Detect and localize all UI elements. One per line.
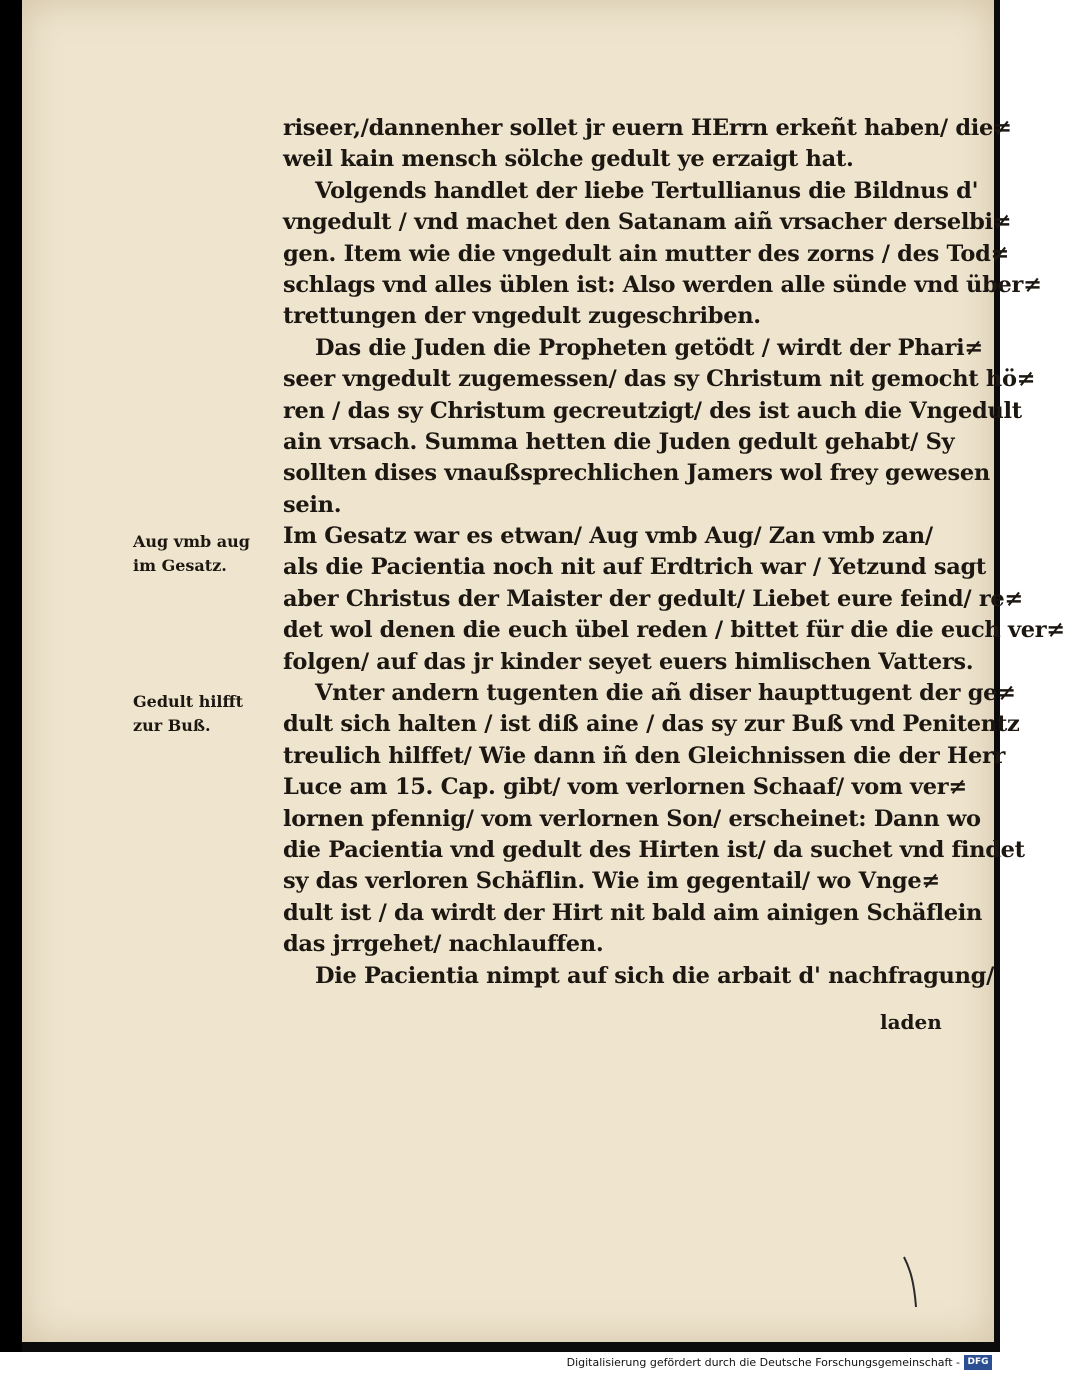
text-line: als die Pacientia noch nit auf Erdtrich war / Yetzund sagt xyxy=(283,554,987,581)
text-line: Die Pacientia nimpt auf sich die arbait d' nachfragung/ xyxy=(315,962,995,989)
text-line: riseer,/dannenher sollet jr euern HErrn erkeñt haben/ die≠ xyxy=(283,115,1012,141)
scan-left-edge xyxy=(0,0,22,1352)
marginal-note-line: im Gesatz. xyxy=(133,556,227,575)
text-line: dult sich halten / ist diß aine / das sy zur Buß vnd Penitentz xyxy=(283,711,1020,738)
pencil-mark-icon xyxy=(900,1255,922,1311)
marginal-note-gedult-hilfft xyxy=(133,690,243,738)
text-line: die Pacientia vnd gedult des Hirten ist/ da suchet vnd findet xyxy=(283,836,1025,863)
text-line: aber Christus der Maister der gedult/ Liebet eure feind/ re≠ xyxy=(283,585,1023,612)
text-line: schlags vnd alles üblen ist: Also werden alle sünde vnd über≠ xyxy=(283,271,1042,298)
marginal-note-line: Aug vmb aug xyxy=(133,532,250,551)
text-line: folgen/ auf das jr kinder seyet euers himlischen Vatters. xyxy=(283,648,974,675)
text-line: gen. Item wie die vngedult ain mutter des zorns / des Tod≠ xyxy=(283,240,1010,267)
text-line: dult ist / da wirdt der Hirt nit bald aim ainigen Schäflein xyxy=(283,899,983,926)
text-line: Luce am 15. Cap. gibt/ vom verlornen Schaaf/ vom ver≠ xyxy=(283,774,967,801)
footer-bar xyxy=(0,1352,1000,1374)
text-line: trettungen der vngedult zugeschriben. xyxy=(283,303,761,330)
text-line: sy das verloren Schäflin. Wie im gegentail/ wo Vnge≠ xyxy=(283,868,940,895)
main-text-block xyxy=(283,113,1065,992)
marginal-note-line: Gedult hilfft xyxy=(133,692,244,711)
text-line: vngedult / vnd machet den Satanam aiñ vrsacher derselbi≠ xyxy=(283,209,1012,236)
text-line: det wol denen die euch übel reden / bittet für die die euch ver≠ xyxy=(283,617,1065,644)
text-line: sein. xyxy=(283,491,342,518)
catchword: laden xyxy=(880,1010,942,1034)
text-line: Volgends handlet der liebe Tertullianus die Bildnus d' xyxy=(315,177,979,204)
text-line: sollten dises vnaußsprechlichen Jamers wol frey gewesen xyxy=(283,460,990,487)
marginal-note-aug-vmb-aug xyxy=(133,530,250,578)
text-line: ain vrsach. Summa hetten die Juden gedult gehabt/ Sy xyxy=(283,428,955,455)
text-line: das jrrgehet/ nachlauffen. xyxy=(283,931,604,958)
text-line: seer vngedult zugemessen/ das sy Christum nit gemocht hö≠ xyxy=(283,366,1036,393)
text-line: Im Gesatz war es etwan/ Aug vmb Aug/ Zan vmb zan/ xyxy=(283,523,933,550)
dfg-logo-icon: DFG xyxy=(964,1355,992,1370)
text-line: treulich hilffet/ Wie dann iñ den Gleichnissen die der Herr xyxy=(283,742,1006,769)
text-line: Das die Juden die Propheten getödt / wirdt der Phari≠ xyxy=(315,334,983,361)
text-line: lornen pfennig/ vom verlornen Son/ erscheinet: Dann wo xyxy=(283,805,981,832)
text-line: Vnter andern tugenten die añ diser haupttugent der ge≠ xyxy=(315,680,1016,707)
text-line: weil kain mensch sölche gedult ye erzaigt hat. xyxy=(283,146,854,173)
marginal-note-line: zur Buß. xyxy=(133,716,211,735)
footer-credit: Digitalisierung gefördert durch die Deutsche Forschungsgemeinschaft - xyxy=(566,1356,960,1369)
text-line: ren / das sy Christum gecreutzigt/ des ist auch die Vngedult xyxy=(283,397,1022,424)
